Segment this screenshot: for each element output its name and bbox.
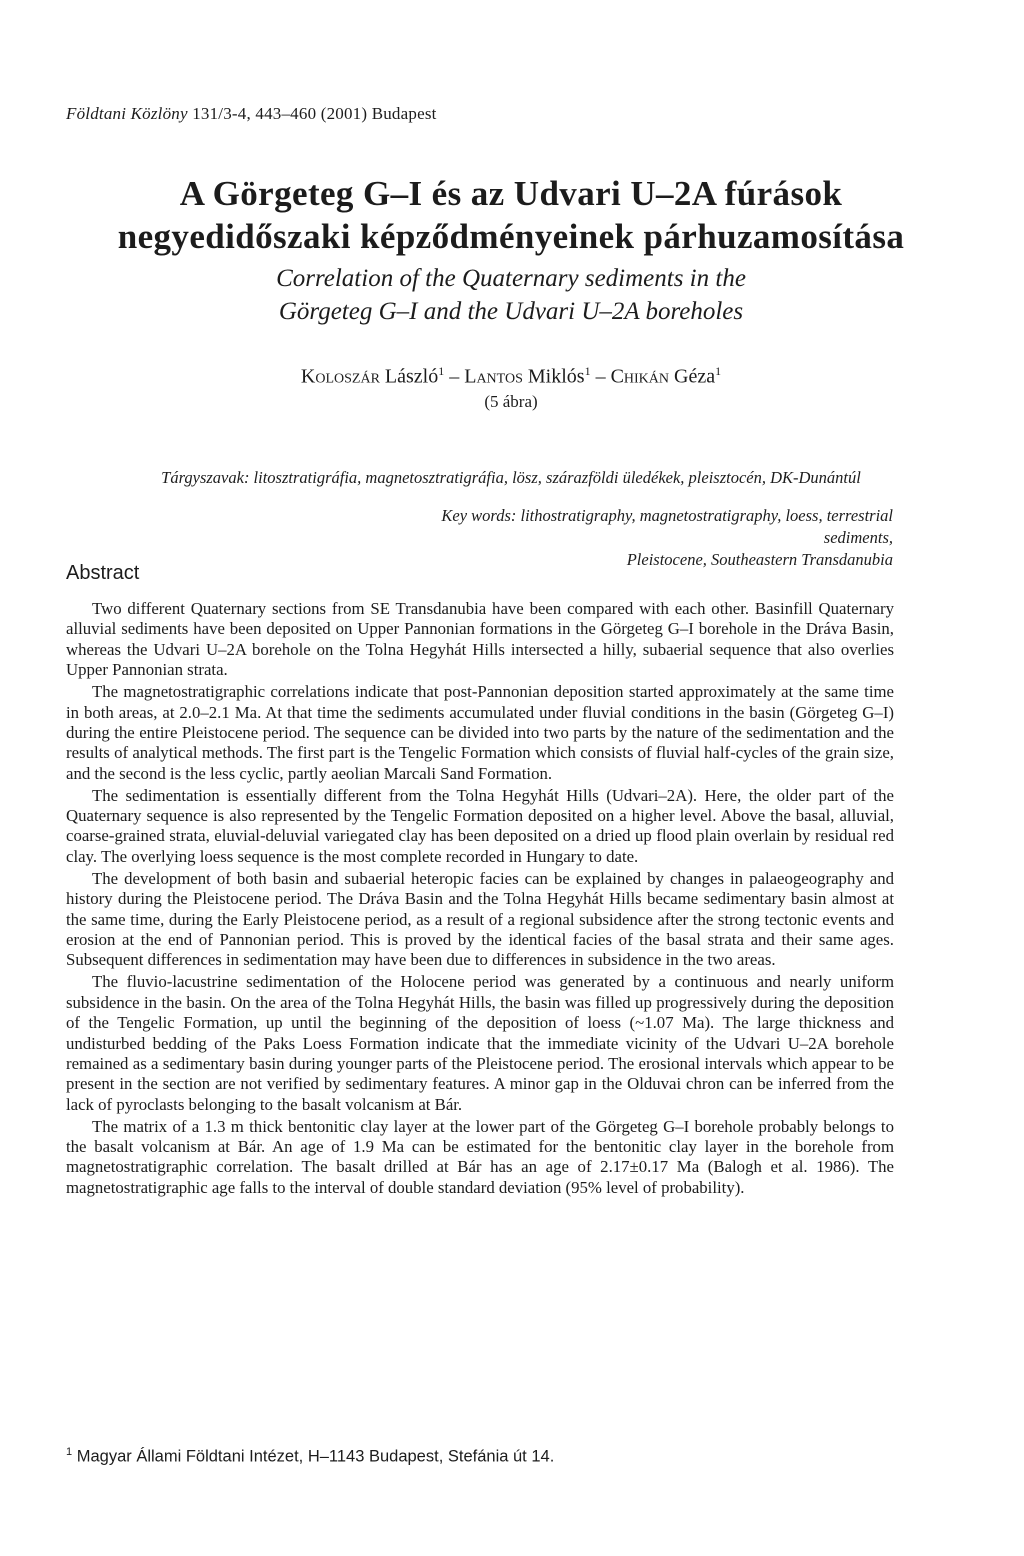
- author-2-given: Miklós: [527, 365, 585, 388]
- english-title: [66, 262, 956, 328]
- journal-name: Földtani Közlöny: [66, 104, 188, 123]
- abstract-paragraph: The fluvio-lacustrine sedimentation of the Holocene period was generated by a continuous and nearly uniform subsidence in the basin. On the area of the Tolna Hegyhát Hills, the basin was filled up progressively during the deposition of the Tengelic Formation, up until the beginning of the deposition of loess (~1.07 Ma). The large thickness and undisturbed bedding of the Paks Loess Formation indicate that the immediate vicinity of the Udvari U–2A borehole remained as a sedimentary basin during younger parts of the Pleistocene period. The erosional intervals which appear to be present in the section are not verified by sedimentary features. A minor gap in the Olduvai chron can be inferred from the lack of pyroclasts belonging to the basalt volcanism at Bár.: [66, 972, 894, 1114]
- abstract-paragraph: The development of both basin and subaerial heteropic facies can be explained by changes in palaeogeography and history during the Pleistocene period. The Dráva Basin and the Tolna Hegyhát Hills became sedimentary basin almost at the same time, during the Early Pleistocene period, as a result of a regional subsidence after the strong tectonic events and erosion at the end of Pannonian period. This is proved by the identical facies of the basal strata and their same ages. Subsequent differences in sedimentation may have been due to differences in subsidence in the two areas.: [66, 868, 894, 970]
- footnote-text: Magyar Állami Földtani Intézet, H–1143 Budapest, Stefánia út 14.: [76, 1447, 555, 1466]
- journal-volume-pages: 131/3-4, 443–460 (2001) Budapest: [192, 104, 437, 123]
- author-separator: –: [590, 365, 611, 388]
- author-list: [66, 364, 956, 389]
- author-1-affiliation: 1: [438, 364, 445, 378]
- abstract-paragraph: The magnetostratigraphic correlations indicate that post-Pannonian deposition started approximately at the same time in both areas, at 2.0–2.1 Ma. At that time the sediments accumulated under fluvial conditions in the basin (Görgeteg G–I) during the entire Pleistocene period. The sequence can be divided into two parts by the nature of the sedimentation and the results of analytical methods. The first part is the Tengelic Formation which consists of fluvial half-cycles of the grain size, and the second is the less cyclic, partly aeolian Marcali Sand Formation.: [66, 682, 894, 783]
- author-3-affiliation: 1: [715, 364, 722, 378]
- abstract-paragraph: The sedimentation is essentially different from the Tolna Hegyhát Hills (Udvari–2A). Here, the older part of the Quaternary sequence is also represented by the Tengelic Formation deposited on a higher level. Above the basal, alluvial, coarse-grained strata, eluvial-deluvial variegated clay has been deposited on a dried up flood plain overlain by residual red clay. The overlying loess sequence is the most complete recorded in Hungary to date.: [66, 785, 894, 866]
- keywords-english-line-2: Pleistocene, Southeastern Transdanubia: [626, 550, 893, 569]
- keywords-hungarian: Tárgyszavak: litosztratigráfia, magnetosztratigráfia, lösz, szárazföldi üledékek, pleisztocén, DK-Dunántúl: [161, 468, 861, 487]
- figure-count-note: (5 ábra): [484, 392, 538, 411]
- english-title-line-1: Correlation of the Quaternary sediments in the: [276, 265, 746, 292]
- footnote-marker: 1: [66, 1446, 73, 1458]
- article-title-line-2: negyedidőszaki képződményeinek párhuzamosítása: [117, 217, 905, 256]
- author-1-given: László: [384, 365, 439, 388]
- author-3-given: Géza: [674, 365, 716, 388]
- abstract-body: [66, 599, 894, 1198]
- author-separator: –: [444, 365, 465, 388]
- journal-citation: [66, 104, 437, 124]
- keywords-english: [400, 505, 893, 571]
- keywords-english-line-1: Key words: lithostratigraphy, magnetostratigraphy, loess, terrestrial sediments,: [441, 506, 893, 547]
- author-3-surname: Chikán: [610, 365, 670, 388]
- article-title-line-1: A Görgeteg G–I és az Udvari U–2A fúrások: [179, 174, 843, 213]
- author-2-surname: Lantos: [464, 365, 523, 388]
- article-title: [66, 172, 956, 258]
- abstract-heading: Abstract: [66, 562, 140, 584]
- abstract-paragraph: The matrix of a 1.3 m thick bentonitic clay layer at the lower part of the Görgeteg G–I borehole probably belongs to the basalt volcanism at Bár. An age of 1.9 Ma can be estimated for the bentonitic clay layer in the borehole from magnetostratigraphic correlation. The basalt drilled at Bár has an age of 2.17±0.17 Ma (Balogh et al. 1986). The magnetostratigraphic age falls to the interval of double standard deviation (95% level of probability).: [66, 1116, 894, 1197]
- english-title-line-2: Görgeteg G–I and the Udvari U–2A boreholes: [278, 298, 744, 325]
- abstract-paragraph: Two different Quaternary sections from SE Transdanubia have been compared with each other. Basinfill Quaternary alluvial sediments have been deposited on Upper Pannonian formations in the Görgeteg G–I borehole in the Dráva Basin, whereas the Udvari U–2A borehole on the Tolna Hegyhát Hills intersected a hilly, subaerial sequence that also overlies Upper Pannonian strata.: [66, 599, 894, 680]
- affiliation-footnote: [66, 1446, 554, 1467]
- author-1-surname: Koloszár: [300, 365, 380, 388]
- author-2-affiliation: 1: [584, 364, 591, 378]
